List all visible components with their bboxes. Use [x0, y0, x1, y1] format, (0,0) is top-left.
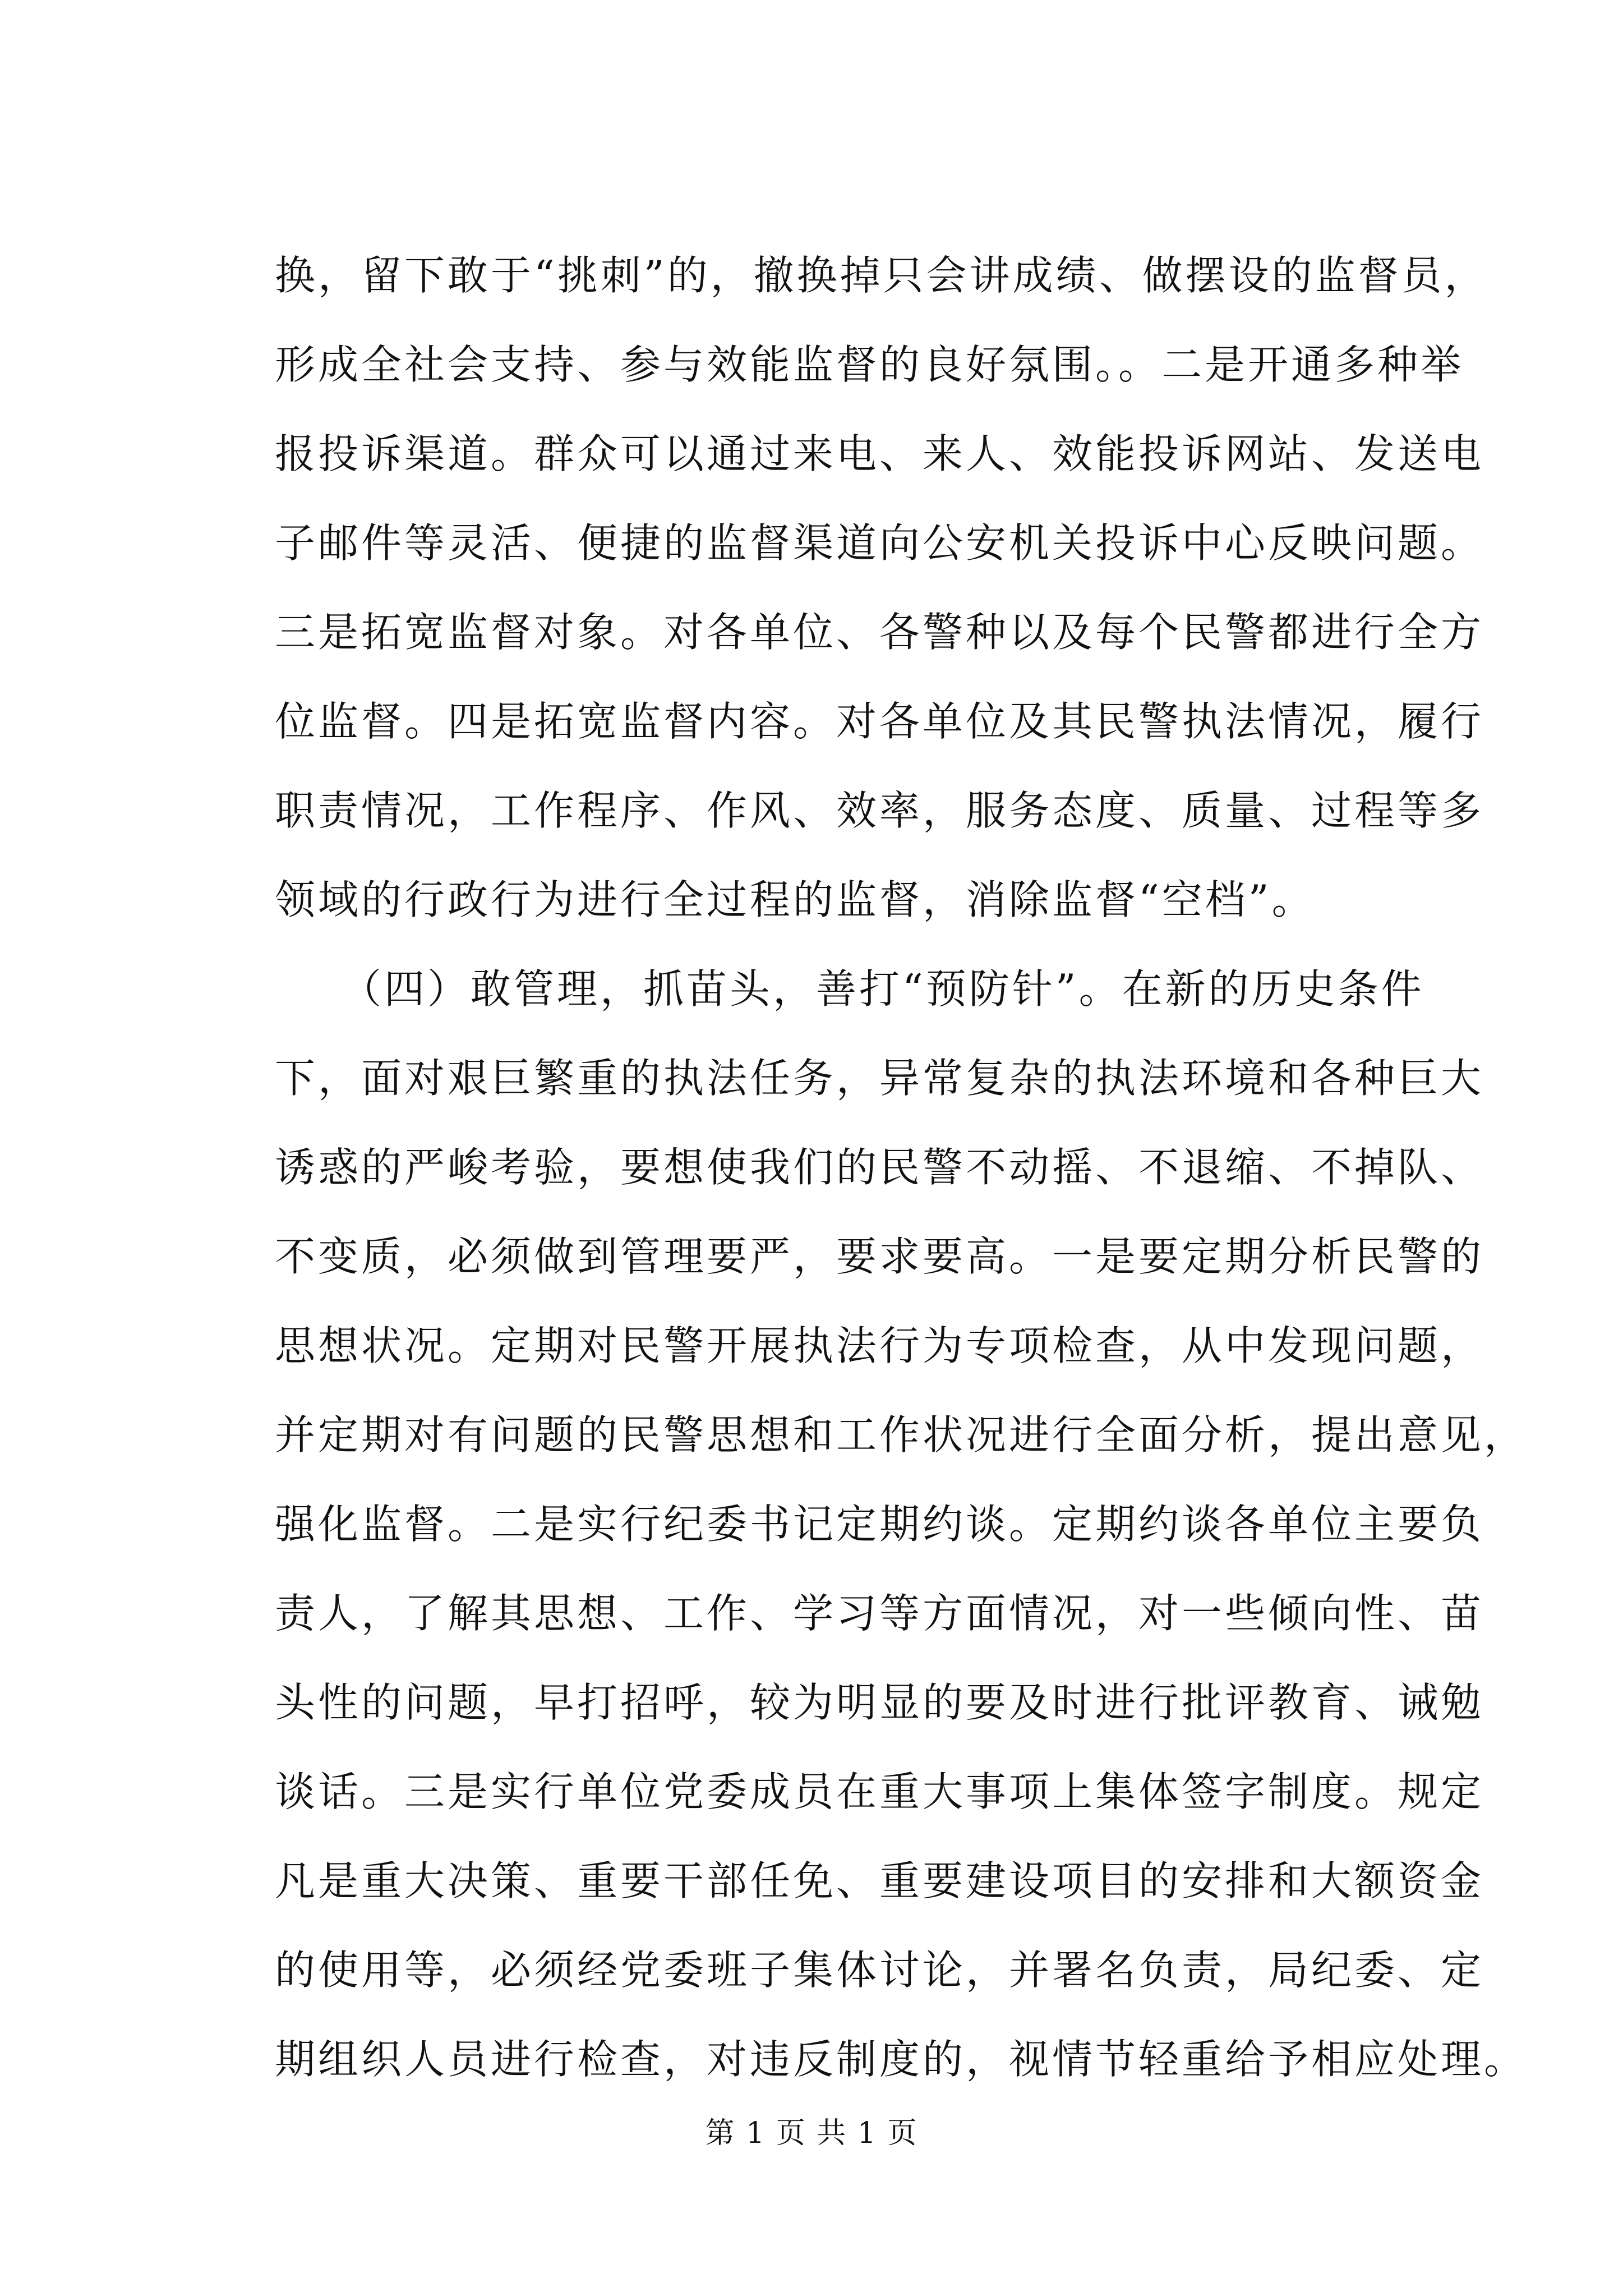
text-line: 位监督。四是拓宽监督内容。对各单位及其民警执法情况，履行 [275, 698, 1484, 745]
text-line: 期组织人员进行检查，对违反制度的，视情节轻重给予相应处理。 [275, 2036, 1528, 2083]
page-number-footer: 第 1 页 共 1 页 [705, 2116, 918, 2150]
section-heading-line: （四）敢管理，抓苗头，善打“预防针”。在新的历史条件 [275, 965, 1424, 1013]
text-line: 凡是重大决策、重要干部任免、重要建设项目的安排和大额资金 [275, 1857, 1484, 1904]
text-line: 的使用等，必须经党委班子集体讨论，并署名负责，局纪委、定 [275, 1947, 1484, 1994]
text-line: 报投诉渠道。群众可以通过来电、来人、效能投诉网站、发送电 [275, 430, 1484, 477]
text-line: 子邮件等灵活、便捷的监督渠道向公安机关投诉中心反映问题。 [275, 519, 1484, 567]
text-line: 头性的问题，早打招呼，较为明显的要及时进行批评教育、诫勉 [275, 1679, 1484, 1726]
text-line: 领域的行政行为进行全过程的监督，消除监督“空档”。 [275, 876, 1315, 923]
text-line: 职责情况，工作程序、作风、效率，服务态度、质量、过程等多 [275, 787, 1484, 834]
text-line: 换，留下敢于“挑刺”的，撤换掉只会讲成绩、做摆设的监督员， [275, 252, 1488, 299]
text-line: 强化监督。二是实行纪委书记定期约谈。定期约谈各单位主要负 [275, 1501, 1484, 1548]
text-line: 诱惑的严峻考验，要想使我们的民警不动摇、不退缩、不掉队、 [275, 1144, 1484, 1191]
text-line: 下，面对艰巨繁重的执法任务，异常复杂的执法环境和各种巨大 [275, 1055, 1484, 1102]
text-line: 形成全社会支持、参与效能监督的良好氛围。。二是开通多种举 [275, 341, 1464, 388]
text-line: 责人，了解其思想、工作、学习等方面情况，对一些倾向性、苗 [275, 1590, 1484, 1637]
text-line: 思想状况。定期对民警开展执法行为专项检查，从中发现问题， [275, 1322, 1484, 1369]
text-line: 并定期对有问题的民警思想和工作状况进行全面分析，提出意见， [275, 1411, 1528, 1458]
text-line: 三是拓宽监督对象。对各单位、各警种以及每个民警都进行全方 [275, 609, 1484, 656]
document-body [275, 231, 1528, 2104]
text-line: 谈话。三是实行单位党委成员在重大事项上集体签字制度。规定 [275, 1768, 1484, 1815]
text-line: 不变质，必须做到管理要严，要求要高。一是要定期分析民警的 [275, 1233, 1484, 1280]
